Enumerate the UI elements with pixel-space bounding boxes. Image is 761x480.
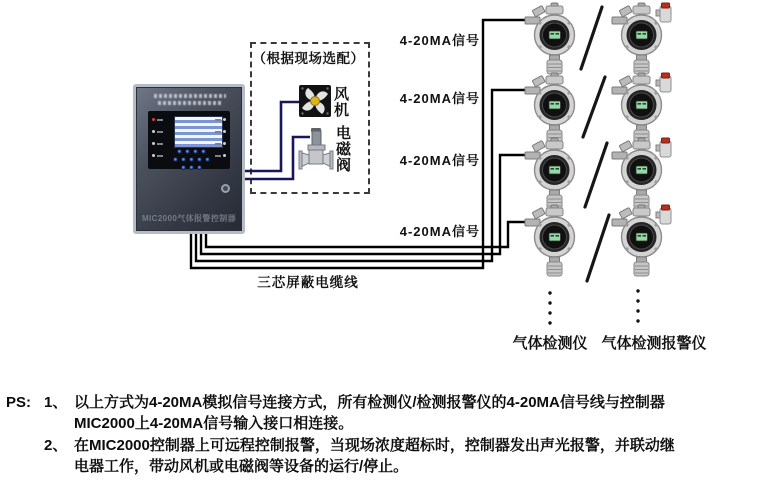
footnote-item [44, 435, 678, 478]
footnote-text: 以上方式为4-20MA模拟信号连接方式，所有检测仪/检测报警仪的4-20MA信号线与控制器MIC2000上4-20MA信号输入接口相连接。 [74, 394, 665, 433]
detector-column-label: 气体检测仪 [512, 335, 588, 352]
footnote-prefix: PS: [6, 394, 32, 411]
status-led [223, 118, 226, 121]
panel-button [177, 149, 182, 154]
gas-detector-icon [525, 138, 575, 209]
footnote-text: 在MIC2000控制器上可远程控制报警，当现场浓度超标时，控制器发出声光报警，并联动继电器工作，带动风机或电磁阀等设备的运行/停止。 [74, 436, 675, 476]
footnotes [6, 392, 754, 478]
controller-panel [148, 111, 230, 169]
gas-detector-alarm-icon [612, 73, 671, 144]
fan-label: 风机 [334, 86, 350, 120]
gas-detector-icon [525, 73, 575, 144]
controller-unit [133, 84, 245, 234]
panel-button [205, 157, 210, 162]
alarm-column-label: 气体检测报警仪 [601, 335, 707, 352]
status-led [223, 130, 226, 133]
status-led [152, 130, 155, 133]
slash-icon [581, 7, 609, 281]
controller-nameplate: MIC2000气体报警控制器 [141, 214, 237, 223]
signal-label-4: 4-20MA信号 [399, 224, 480, 239]
gas-detector-alarm-icon [612, 205, 671, 276]
cabinet-lock-icon [221, 184, 230, 193]
controller-buttons [173, 157, 210, 162]
panel-button [189, 157, 194, 162]
ellipsis-dots-icon [548, 289, 639, 324]
optional-box-title: （根据现场选配） [252, 51, 365, 66]
controller-buttons [181, 165, 202, 170]
status-led [223, 154, 226, 157]
footnote-number: 1、 [44, 394, 68, 411]
footnote-item [44, 392, 678, 435]
signal-label-2: 4-20MA信号 [399, 91, 480, 106]
cable-label: 三芯屏蔽电缆线 [257, 275, 359, 290]
footnote-list [44, 392, 678, 478]
panel-button [181, 157, 186, 162]
controller-buttons [177, 149, 206, 154]
signal-label-3: 4-20MA信号 [399, 153, 480, 168]
panel-button [173, 157, 178, 162]
controller-top-text [154, 94, 226, 98]
fan-icon [299, 85, 331, 117]
signal-label-1: 4-20MA信号 [399, 33, 480, 48]
panel-button [201, 149, 206, 154]
panel-button [197, 165, 202, 170]
panel-button [181, 165, 186, 170]
gas-detector-icon [525, 3, 575, 74]
controller-top-text [158, 101, 222, 105]
solenoid-valve-icon [299, 128, 333, 169]
gas-detector-alarm-icon [612, 3, 671, 74]
panel-button [189, 165, 194, 170]
status-led [152, 118, 155, 121]
panel-button [193, 149, 198, 154]
gas-detector-alarm-icon [612, 138, 671, 209]
footnote-number: 2、 [44, 436, 68, 454]
gas-detector-icon [525, 205, 575, 276]
status-led [152, 154, 155, 157]
valve-label: 电磁阀 [336, 125, 352, 175]
status-led [223, 142, 226, 145]
panel-button [197, 157, 202, 162]
status-led [152, 142, 155, 145]
panel-button [185, 149, 190, 154]
